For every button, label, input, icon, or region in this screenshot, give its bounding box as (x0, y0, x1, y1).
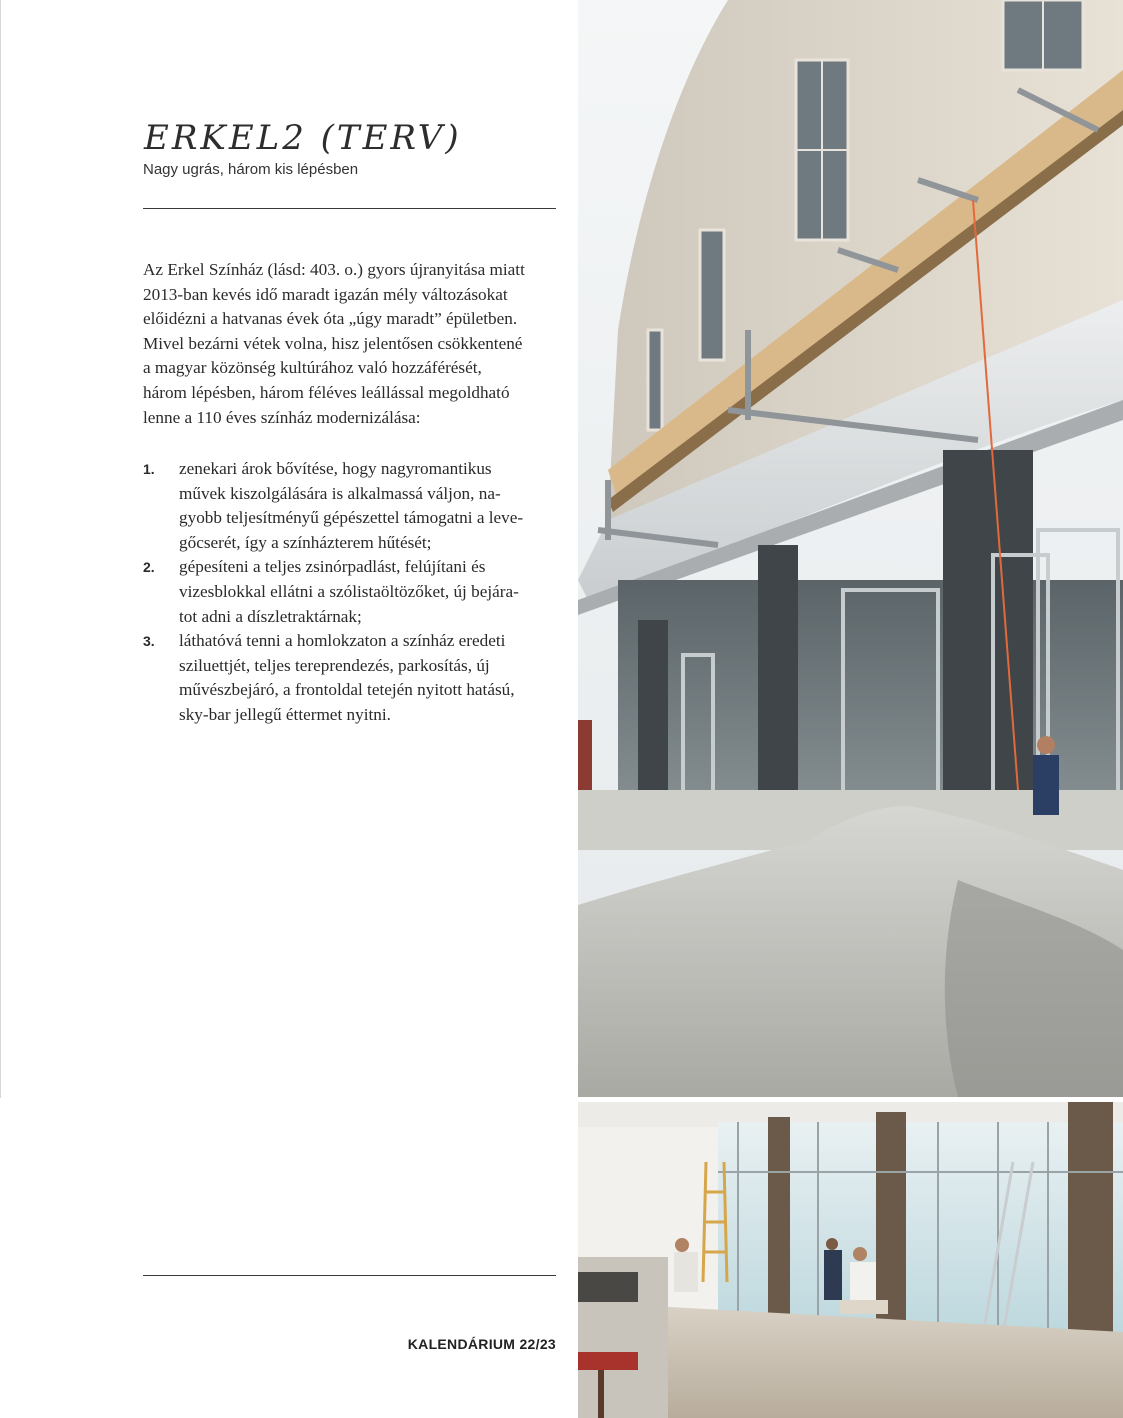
lobby-renovation-photo (578, 1102, 1123, 1418)
intro-line: Mivel bezárni vétek volna, hisz jelentősen csökkentené (143, 333, 523, 353)
step-item (143, 555, 558, 629)
step-line: láthatóvá tenni a homlokzaton a színház eredeti (179, 631, 506, 651)
intro-line: Az Erkel Színház (lásd: 403. o.) gyors újranyitása miatt (143, 260, 525, 279)
step-number: 3. (143, 633, 155, 650)
step-item (143, 629, 558, 727)
page-edge-line (0, 0, 1, 1098)
intro-line: lenne a 110 éves színház modernizálása: (143, 407, 421, 427)
step-number: 1. (143, 461, 155, 477)
steps-list (143, 457, 558, 728)
step-line: művek kiszolgálására is alkalmassá váljon, na- (179, 483, 501, 503)
footer-label: KALENDÁRIUM 22/23 (407, 1336, 556, 1352)
divider-bottom (143, 1275, 556, 1276)
step-number: 2. (143, 559, 155, 576)
facade-construction-photo (578, 0, 1123, 1097)
step-item (143, 457, 558, 555)
intro-line: három lépésben, három féléves leállással megoldható (143, 382, 510, 402)
intro-line: a magyar közönség kultúrához való hozzáférését, (143, 358, 482, 378)
step-line: gőcserét, így a színházterem hűtését; (179, 532, 432, 552)
step-line: tot adni a díszletraktárnak; (179, 606, 362, 626)
step-line: zenekari árok bővítése, hogy nagyromantikus (179, 459, 492, 478)
step-line: vizesblokkal ellátni a szólistaöltözőket, új bejára- (179, 581, 519, 601)
intro-line: előidézni a hatvanas évek óta „úgy maradt” épületben. (143, 309, 518, 329)
intro-line: 2013-ban kevés idő maradt igazán mély változásokat (143, 284, 508, 304)
step-line: sziluettjét, teljes tereprendezés, parkosítás, új (179, 655, 490, 675)
article-subtitle: Nagy ugrás, három kis lépésben (143, 161, 359, 178)
step-line: sky-bar jellegű éttermet nyitni. (179, 704, 391, 724)
step-line: gépesíteni a teljes zsinórpadlást, felújítani és (179, 557, 486, 577)
step-line: művészbejáró, a frontoldal tetején nyitott hatású, (179, 680, 515, 700)
intro-paragraph (143, 258, 558, 430)
step-line: gyobb teljesítményű gépészettel támogatni a leve- (179, 508, 524, 528)
article-title: ERKEL2 (TERV) (144, 118, 462, 158)
divider-top (143, 208, 556, 209)
